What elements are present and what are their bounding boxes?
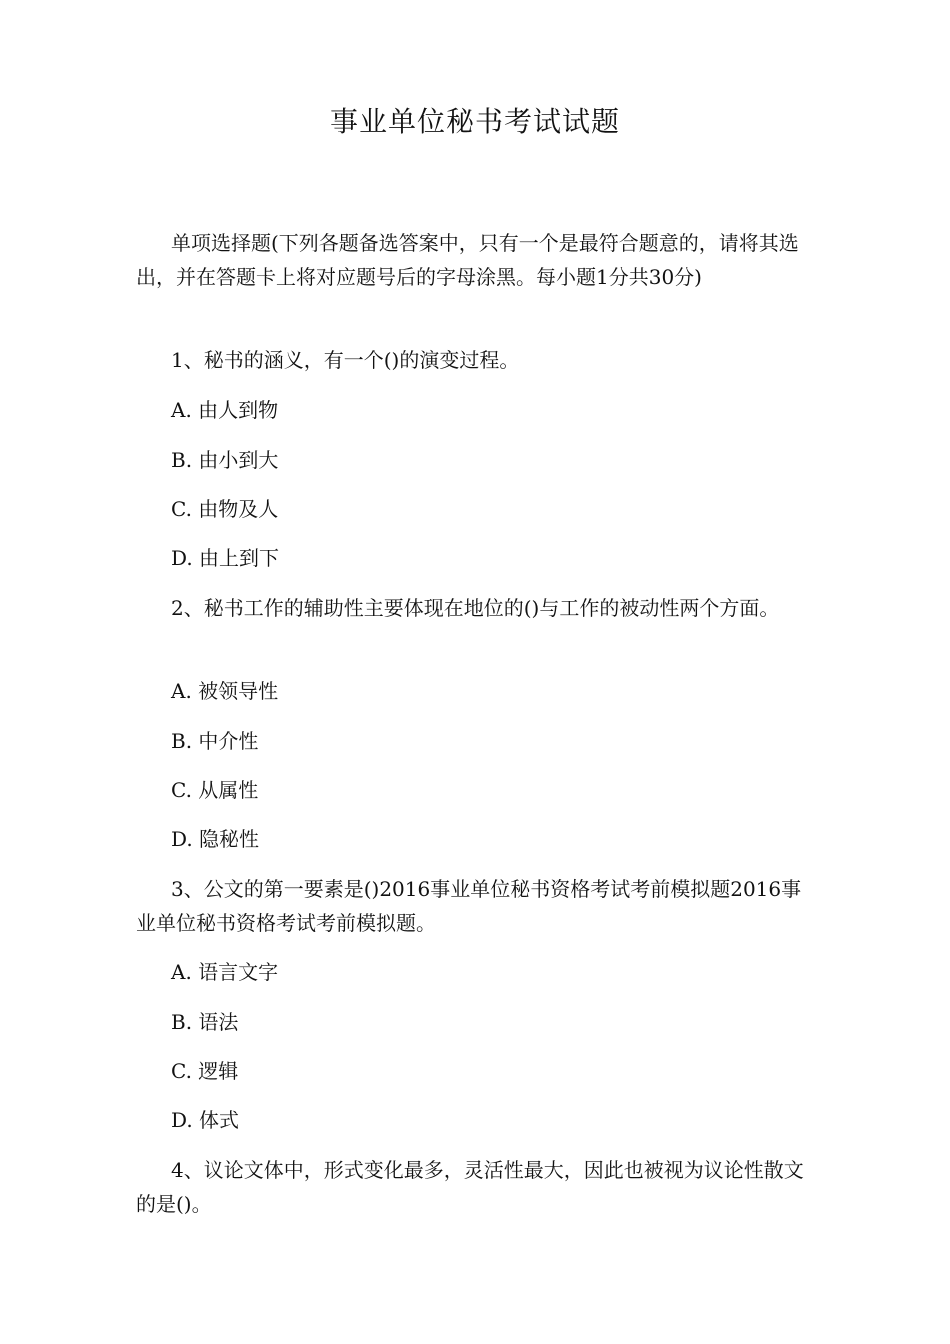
question-1-option-a: A. 由人到物 [171,398,279,422]
question-3-option-d: D. 体式 [171,1108,240,1132]
question-3-option-a: A. 语言文字 [171,960,279,984]
question-1-option-b: B. 由小到大 [171,448,279,472]
question-1-option-c: C. 由物及人 [171,497,279,521]
question-4-stem: 4、议论文体中，形式变化最多，灵活性最大，因此也被视为议论性散文的是()。 [136,1158,804,1216]
document-title: 事业单位秘书考试试题 [329,105,620,138]
question-2-option-a: A. 被领导性 [171,679,279,703]
question-3-stem: 3、公文的第一要素是()2016事业单位秘书资格考试考前模拟题2016事业单位秘书资格考试考前模拟题。 [136,877,802,935]
question-2-stem: 2、秘书工作的辅助性主要体现在地位的()与工作的被动性两个方面。 [171,596,780,620]
question-2-option-d: D. 隐秘性 [171,827,260,851]
question-1-stem: 1、秘书的涵义，有一个()的演变过程。 [171,348,520,372]
question-1-option-d: D. 由上到下 [171,546,280,570]
question-3-option-c: C. 逻辑 [171,1059,239,1083]
question-3-option-b: B. 语法 [171,1010,239,1034]
question-2-option-b: B. 中介性 [171,729,259,753]
instructions-paragraph: 单项选择题(下列各题备选答案中，只有一个是最符合题意的，请将其选出，并在答题卡上将对应题号后的字母涂黑。每小题1分共30分) [136,231,799,289]
question-2-option-c: C. 从属性 [171,778,259,802]
